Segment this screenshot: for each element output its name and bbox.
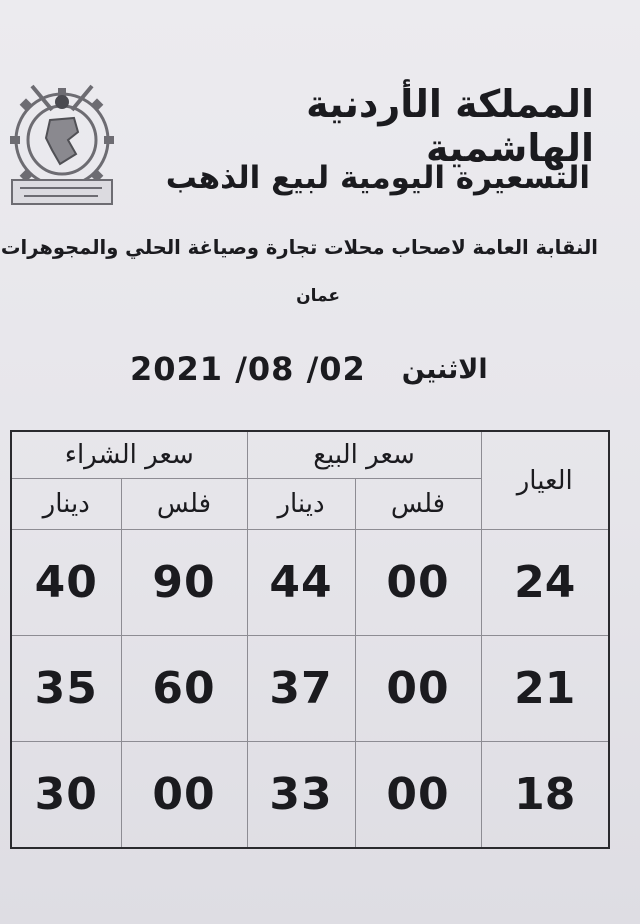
date-value: 2021 /08 /02 (130, 350, 366, 388)
karat-header: العيار (481, 431, 609, 530)
karat-cell: 18 (481, 742, 609, 848)
buy-fils-cell: 90 (121, 530, 247, 636)
syndicate-emblem-icon (2, 80, 120, 208)
gold-price-table (10, 430, 610, 849)
table-row (11, 530, 609, 636)
buy-fils-header: فلس (121, 479, 247, 530)
sell-fils-cell: 00 (355, 742, 481, 848)
day-name: الاثنين (401, 353, 488, 385)
kingdom-title: المملكة الأردنية الهاشمية (306, 82, 594, 170)
sell-fils-header: فلس (355, 479, 481, 530)
sell-fils-cell: 00 (355, 636, 481, 742)
table-row (11, 636, 609, 742)
sell-fils-cell: 00 (355, 530, 481, 636)
city-label: عمان (296, 286, 340, 306)
sell-dinar-cell: 33 (247, 742, 355, 848)
buy-price-header: سعر الشراء (11, 431, 247, 479)
karat-cell: 24 (481, 530, 609, 636)
date-row (130, 350, 490, 388)
table-row (11, 742, 609, 848)
buy-dinar-header: دينار (11, 479, 121, 530)
karat-cell: 21 (481, 636, 609, 742)
buy-fils-cell: 00 (121, 742, 247, 848)
sell-dinar-cell: 44 (247, 530, 355, 636)
buy-dinar-cell: 30 (11, 742, 121, 848)
sell-dinar-header: دينار (247, 479, 355, 530)
buy-dinar-cell: 40 (11, 530, 121, 636)
table-header-row (11, 431, 609, 479)
daily-gold-pricing-title: التسعيرة اليومية لبيع الذهب (165, 160, 590, 196)
sell-dinar-cell: 37 (247, 636, 355, 742)
syndicate-name: النقابة العامة لاصحاب محلات تجارة وصياغة الحلي والمجوهرات (0, 236, 598, 259)
buy-dinar-cell: 35 (11, 636, 121, 742)
sell-price-header: سعر البيع (247, 431, 481, 479)
buy-fils-cell: 60 (121, 636, 247, 742)
